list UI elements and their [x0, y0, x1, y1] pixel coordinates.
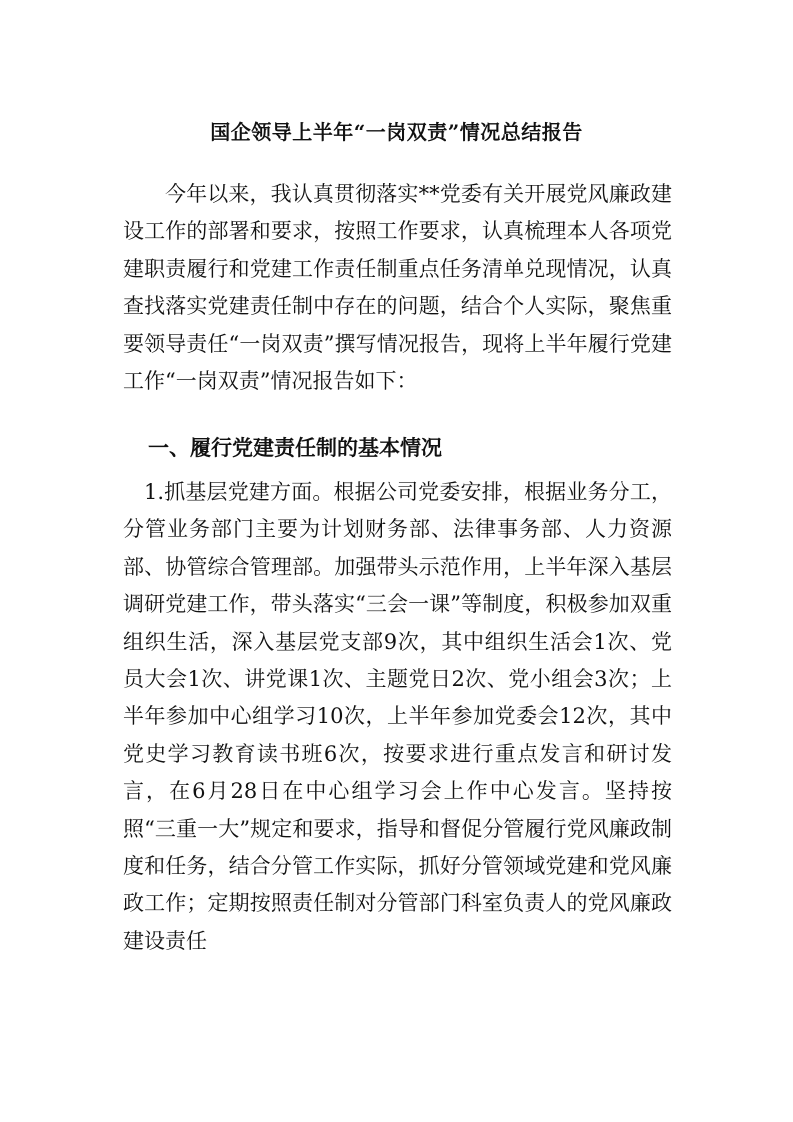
- section-heading: 一、履行党建责任制的基本情况: [148, 435, 442, 460]
- body-paragraph: 1.抓基层党建方面。根据公司党委安排，根据业务分工，分管业务部门主要为计划财务部、法律事务部、人力资源部、协管综合管理部。加强带头示范作用，上半年深入基层调研党建工作，带头落实“三会一课”等制度，积极参加双重组织生活，深入基层党支部9次，其中组织生活会1次、党员大会1次、讲党课1次、主题党日2次、党小组会3次；上半年参加中心组学习10次，上半年参加党委会12次，其中党史学习教育读书班6次，按要求进行重点发言和研讨发言，在6月28日在中心组学习会上作中心发言。坚持按照“三重一大”规定和要求，指导和督促分管履行党风廉政制度和任务，结合分管工作实际，抓好分管领域党建和党风廉政工作；定期按照责任制对分管部门科室负责人的党风廉政建设责任: [123, 480, 672, 953]
- intro-paragraph: 今年以来，我认真贯彻落实**党委有关开展党风廉政建设工作的部署和要求，按照工作要求，认真梳理本人各项党建职责履行和党建工作责任制重点任务清单兑现情况，认真查找落实党建责任制中存在的问题，结合个人实际，聚焦重要领导责任“一岗双责”撰写情况报告，现将上半年履行党建工作“一岗双责”情况报告如下：: [123, 182, 672, 394]
- document-title: 国企领导上半年“一岗双责”情况总结报告: [210, 120, 583, 144]
